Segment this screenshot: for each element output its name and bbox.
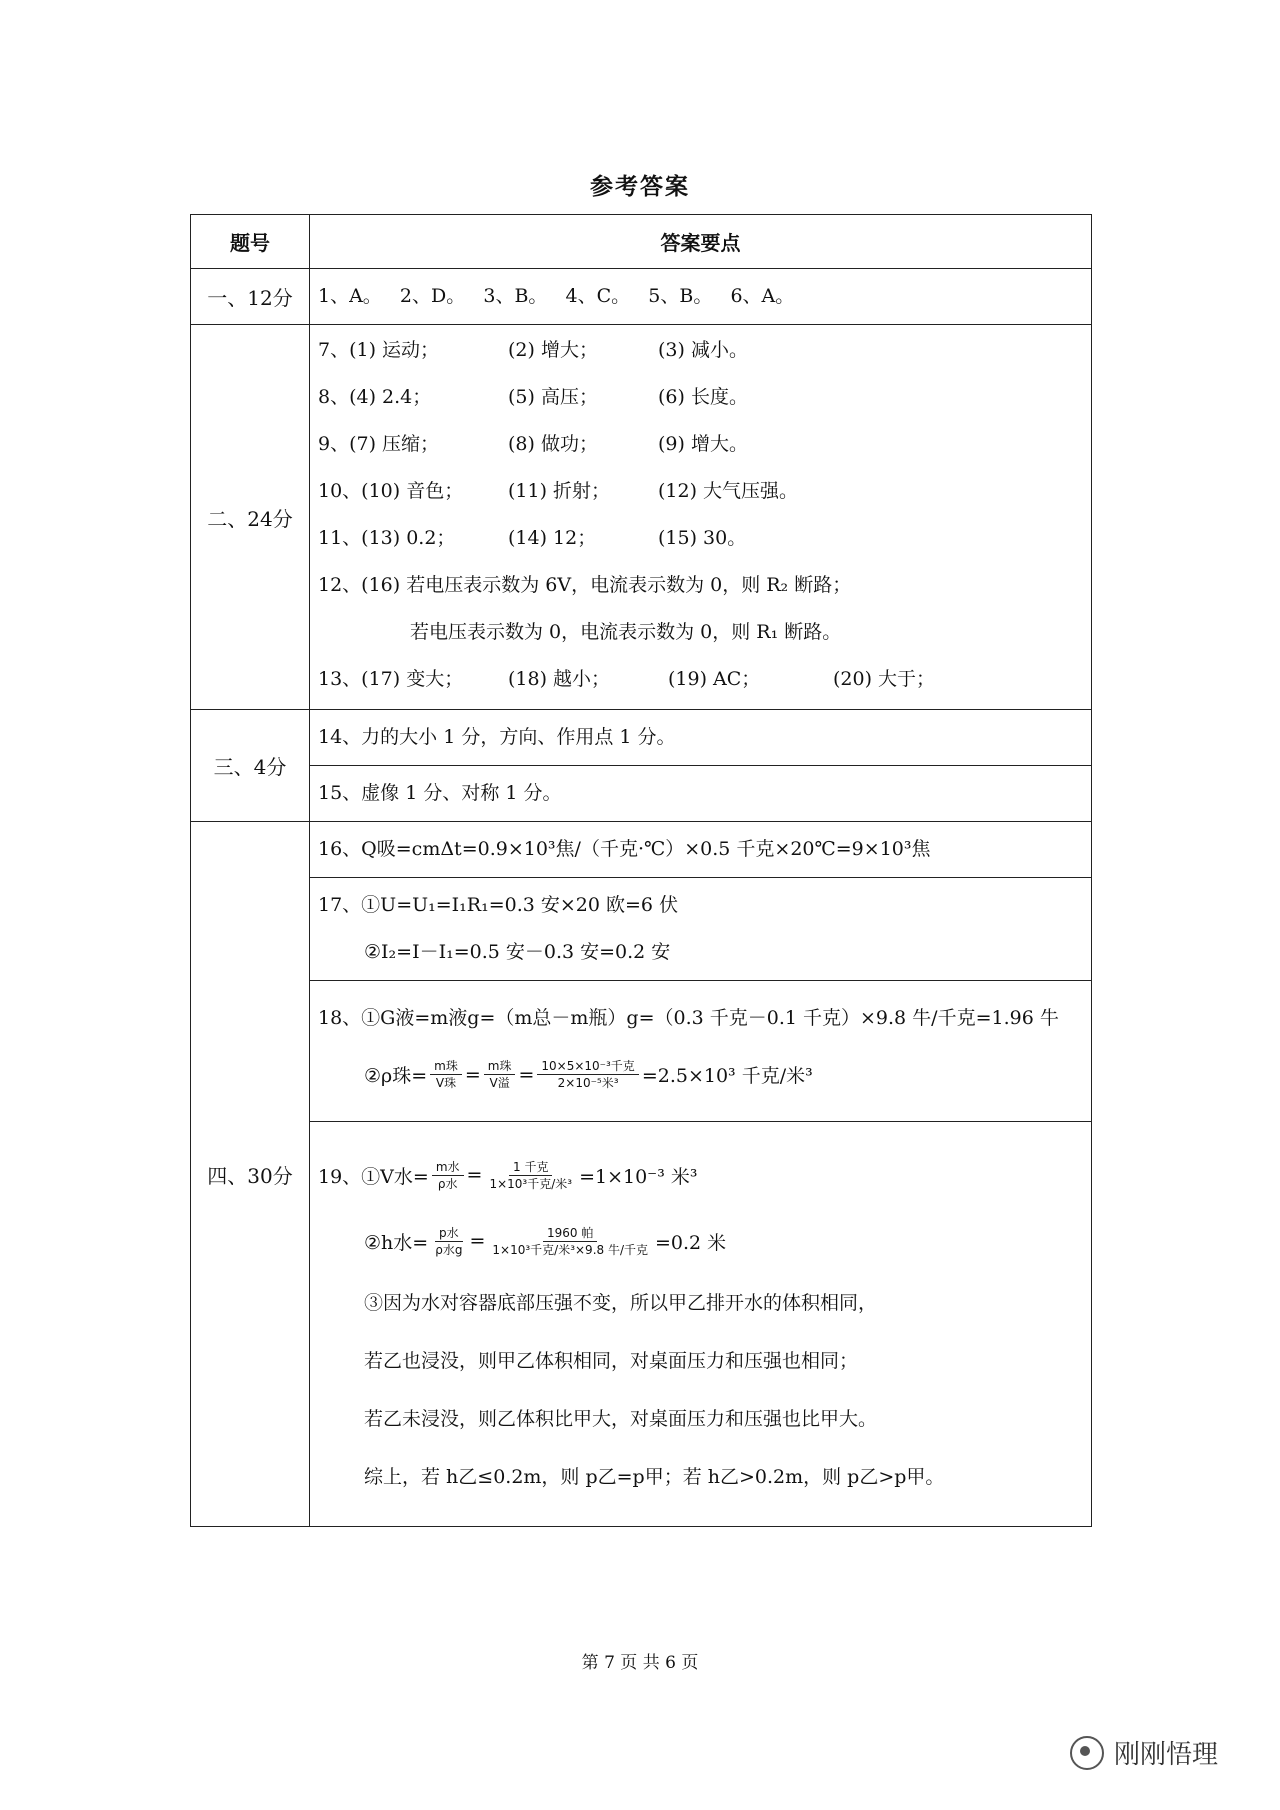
q18b-f2-den: V溢 [489,1076,510,1090]
q19a-prefix: 19、①V水= [318,1165,429,1188]
q18b-fraction-2 [484,1058,516,1091]
answer-line-q18b: ②ρ珠= $\frac{\text{m珠}}{\text{V珠}}$ = $\frac{\text{m珠}}{\text{V溢}}$ = $\frac{\text{10×5×10⁻³千克}}{\text{2×10⁻⁵米³}}$ =2.5×10³ 千克/米³ [364,1059,813,1090]
q10-part1: 10、(10) 音色； [318,480,464,502]
q8-part2: (5) 高压； [508,386,598,408]
section-4-label: 四、30分 [191,822,310,1527]
wechat-icon [1070,1736,1104,1770]
answer-line-q9 [318,421,1083,468]
q9-part3: (9) 增大。 [658,433,748,455]
q19b-f1-den: ρ水g [435,1242,463,1257]
answer-line-q18a: 18、①G液=m液g=（m总－m瓶）g=（0.3 千克－0.1 千克）×9.8 牛/千克=1.96 牛 [318,1006,1059,1029]
q18b-fraction-1 [430,1058,462,1091]
section-1-row [191,269,1092,325]
q9-part1: 9、(7) 压缩； [318,433,440,455]
answer-line-q8 [318,374,1083,421]
section-2-row [191,325,1092,710]
q18b-fraction-3 [537,1058,638,1091]
header-question-no: 题号 [191,215,310,269]
q19a-f2-num: 1 千克 [509,1159,552,1176]
answer-line-q12a: 12、(16) 若电压表示数为 6V，电流表示数为 0，则 R₂ 断路； [318,574,852,596]
section-3-row-a [191,710,1092,766]
section-2-label: 二、24分 [191,325,310,710]
section-4-row-q16 [191,822,1092,878]
header-answer-points: 答案要点 [310,215,1092,269]
answer-line-q19e: 若乙未浸没，则乙体积比甲大，对桌面压力和压强也比甲大。 [364,1408,878,1430]
section-4-row-q17 [191,878,1092,981]
q18b-f1-num: m珠 [430,1058,462,1075]
q19b-result: =0.2 米 [655,1231,727,1254]
q10-part2: (11) 折射； [508,480,611,502]
q19a-f2-den: 1×10³千克/米³ [489,1176,573,1191]
q18b-f3-num: 10×5×10⁻³千克 [537,1058,638,1075]
section-1-answers: 1、A。 2、D。 3、B。 4、C。 5、B。 6、A。 [318,285,795,307]
q7-part1: 7、(1) 运动； [318,339,440,361]
q13-part4: (20) 大于； [833,668,936,690]
q19a-f1-num: m水 [432,1159,464,1176]
answer-line-q19d: 若乙也浸没，则甲乙体积相同，对桌面压力和压强也相同； [364,1350,859,1372]
answer-line-q17a: 17、①U=U₁=I₁R₁=0.3 安×20 欧=6 伏 [318,894,679,916]
q13-part3: (19) AC； [668,668,761,690]
answer-line-q19c: ③因为水对容器底部压强不变，所以甲乙排开水的体积相同， [364,1292,878,1314]
section-3-label: 三、4分 [191,710,310,822]
q11-part3: (15) 30。 [658,527,747,549]
q18b-f1-den: V珠 [435,1076,457,1090]
q8-part3: (6) 长度。 [658,386,748,408]
q11-part2: (14) 12； [508,527,597,549]
answer-line-q11 [318,515,1083,562]
q19b-f2-den: 1×10³千克/米³×9.8 牛/千克 [492,1242,648,1257]
q19a-fraction-1 [432,1159,464,1192]
section-3-row-b [191,766,1092,822]
q7-part2: (2) 增大； [508,339,598,361]
q19b-fraction-2 [488,1225,652,1258]
q11-part1: 11、(13) 0.2； [318,527,456,549]
q19b-f1-num: p水 [435,1225,463,1242]
watermark-text: 刚刚悟理 [1114,1740,1219,1770]
q18b-prefix: ②ρ珠= [364,1065,428,1087]
answer-line-q19b: ②h水= $\frac{\text{p水}}{\text{ρ水g}}$ = $\frac{\text{1960 帕}}{\text{1×10³千克/米³×9.8 牛/千克}}$ =0.2 米 [364,1225,727,1257]
q10-part3: (12) 大气压强。 [658,480,799,502]
answer-line-q12b: 若电压表示数为 0，电流表示数为 0，则 R₁ 断路。 [410,621,842,643]
answer-line-q15: 15、虚像 1 分、对称 1 分。 [318,782,562,804]
answer-line-q19a: 19、①V水= $\frac{\text{m水}}{\text{ρ水}}$ = $\frac{\text{1 千克}}{\text{1×10³千克/米³}}$ =1×10⁻³ 米³ [318,1159,698,1191]
q19a-f1-den: ρ水 [437,1176,458,1191]
section-4-row-q19 [191,1122,1092,1527]
q13-part2: (18) 越小； [508,668,611,690]
answer-line-q14: 14、力的大小 1 分，方向、作用点 1 分。 [318,726,676,748]
answer-line-q7 [318,327,1083,374]
q9-part2: (8) 做功； [508,433,598,455]
q19a-result: =1×10⁻³ 米³ [579,1165,698,1188]
q7-part3: (3) 减小。 [658,339,748,361]
page-footer: 第 7 页 共 6 页 [581,1653,699,1673]
answer-line-q13 [318,656,1083,703]
watermark [1070,1734,1218,1771]
q18b-f3-den: 2×10⁻⁵米³ [557,1076,619,1090]
q19b-f2-num: 1960 帕 [543,1225,597,1242]
answer-line-q10 [318,468,1083,515]
section-4-row-q18 [191,981,1092,1122]
q13-part1: 13、(17) 变大； [318,668,464,690]
q19b-prefix: ②h水= [364,1231,429,1254]
answer-table [190,214,1092,1527]
answer-line-q19f: 综上，若 h乙≤0.2m，则 p乙=p甲；若 h乙>0.2m，则 p乙>p甲。 [364,1466,945,1488]
answer-line-q17b: ②I₂=I－I₁=0.5 安－0.3 安=0.2 安 [364,941,671,963]
header-row [191,215,1092,269]
q18b-f2-num: m珠 [484,1058,516,1075]
q19a-fraction-2 [485,1159,576,1192]
q18b-result: =2.5×10³ 千克/米³ [641,1065,813,1087]
section-1-label: 一、12分 [191,269,310,325]
page-title: 参考答案 [590,173,690,200]
answer-line-q16: 16、Q吸=cmΔt=0.9×10³焦/（千克·℃）×0.5 千克×20℃=9×10³焦 [318,838,931,860]
q8-part1: 8、(4) 2.4； [318,386,432,408]
q19b-fraction-1 [431,1225,466,1258]
